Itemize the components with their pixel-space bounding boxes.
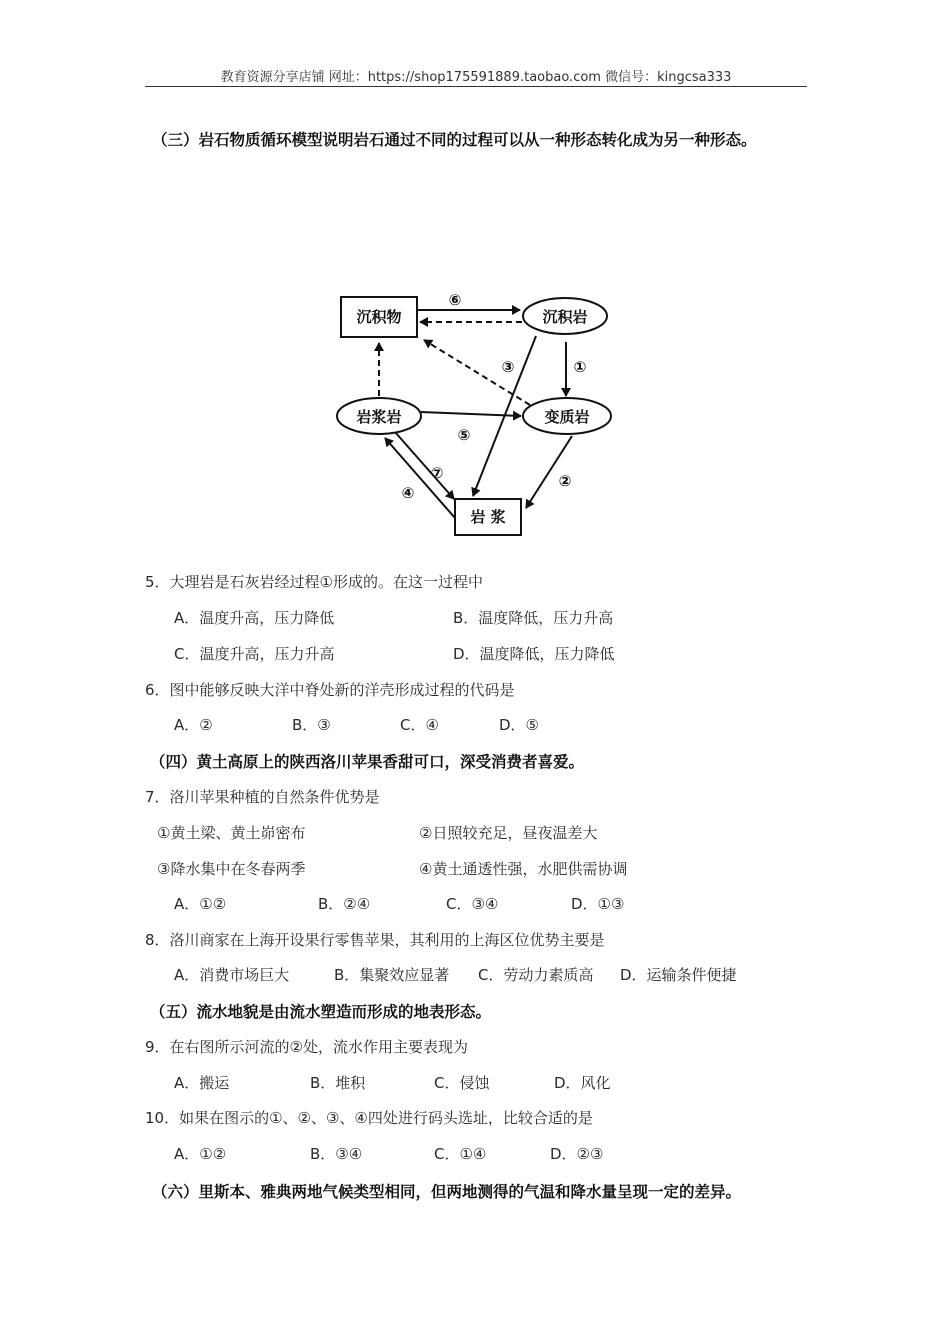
label-process-5: ⑤ (457, 426, 471, 444)
section-4-heading: （四）黄土高原上的陕西洛川苹果香甜可口，深受消费者喜爱。 (150, 753, 585, 771)
section-3-heading: （三）岩石物质循环模型说明岩石通过不同的过程可以从一种形态转化成为另一种形态。 (152, 131, 757, 149)
node-magma (455, 499, 521, 535)
question-8-stem: 8．洛川商家在上海开设果行零售苹果，其利用的上海区位优势主要是 (145, 931, 605, 949)
question-7-item-1: ①黄土梁、黄土峁密布 (157, 824, 306, 842)
node-metamorphic-rock (523, 398, 611, 434)
node-magmatic-rock (337, 398, 421, 434)
question-7-item-2: ②日照较充足，昼夜温差大 (419, 824, 598, 842)
question-10-option-b: B．③④ (310, 1145, 363, 1163)
question-9-option-a: A．搬运 (174, 1074, 230, 1092)
question-6-option-a: A．② (174, 716, 213, 734)
question-8-option-a: A．消费市场巨大 (174, 966, 290, 984)
node-metamorphic-rock-label: 变质岩 (544, 408, 590, 426)
question-5-option-b: B．温度降低，压力升高 (453, 609, 614, 627)
header-divider (145, 86, 807, 87)
question-8-option-d: D．运输条件便捷 (620, 966, 737, 984)
section-5-heading: （五）流水地貌是由流水塑造而形成的地表形态。 (150, 1003, 492, 1021)
node-magmatic-rock-label: 岩浆岩 (356, 408, 402, 426)
section-6-heading: （六）里斯本、雅典两地气候类型相同，但两地测得的气温和降水量呈现一定的差异。 (152, 1183, 742, 1201)
node-sedimentary-rock-label: 沉积岩 (542, 308, 588, 326)
question-7-option-d: D．①③ (571, 895, 625, 913)
label-process-6: ⑥ (448, 291, 462, 309)
question-10-option-c: C．①④ (434, 1145, 487, 1163)
question-5-stem: 5．大理岩是石灰岩经过程①形成的。在这一过程中 (145, 573, 483, 591)
question-7-item-4: ④黄土通透性强，水肥供需协调 (419, 860, 628, 878)
question-9-option-d: D．风化 (554, 1074, 611, 1092)
question-10-option-a: A．①② (174, 1145, 227, 1163)
label-process-3: ③ (501, 358, 515, 376)
label-process-7: ⑦ (430, 464, 444, 482)
label-process-2: ② (558, 472, 572, 490)
label-process-4: ④ (401, 484, 415, 502)
question-6-option-c: C．④ (400, 716, 439, 734)
rock-cycle-diagram (320, 280, 650, 550)
question-8-option-b: B．集聚效应显著 (334, 966, 450, 984)
question-9-option-b: B．堆积 (310, 1074, 366, 1092)
page-header: 教育资源分享店铺 网址：https://shop175591889.taobao.com 微信号：kingcsa333 (220, 70, 732, 85)
question-9-stem: 9．在右图所示河流的②处，流水作用主要表现为 (145, 1038, 468, 1056)
question-5-option-c: C．温度升高，压力升高 (174, 645, 335, 663)
question-7-item-3: ③降水集中在冬春两季 (157, 860, 306, 878)
arrow-4-magma-to-magmatic (385, 438, 455, 518)
question-6-stem: 6．图中能够反映大洋中脊处新的洋壳形成过程的代码是 (145, 681, 515, 699)
question-10-stem: 10．如果在图示的①、②、③、④四处进行码头选址，比较合适的是 (145, 1109, 593, 1127)
node-sediment-label: 沉积物 (356, 308, 402, 326)
question-6-option-b: B．③ (292, 716, 331, 734)
question-7-stem: 7．洛川苹果种植的自然条件优势是 (145, 788, 380, 806)
question-7-option-a: A．①② (174, 895, 227, 913)
question-5-option-d: D．温度降低，压力降低 (453, 645, 615, 663)
node-magma-label: 岩 浆 (470, 508, 506, 526)
question-9-option-c: C．侵蚀 (434, 1074, 490, 1092)
question-5-option-a: A．温度升高，压力降低 (174, 609, 335, 627)
node-sedimentary-rock (523, 298, 607, 334)
label-process-1: ① (573, 358, 587, 376)
question-10-option-d: D．②③ (550, 1145, 604, 1163)
node-sediment (341, 297, 417, 337)
question-8-option-c: C．劳动力素质高 (478, 966, 594, 984)
question-7-option-b: B．②④ (318, 895, 371, 913)
question-7-option-c: C．③④ (446, 895, 499, 913)
question-6-option-d: D．⑤ (499, 716, 539, 734)
